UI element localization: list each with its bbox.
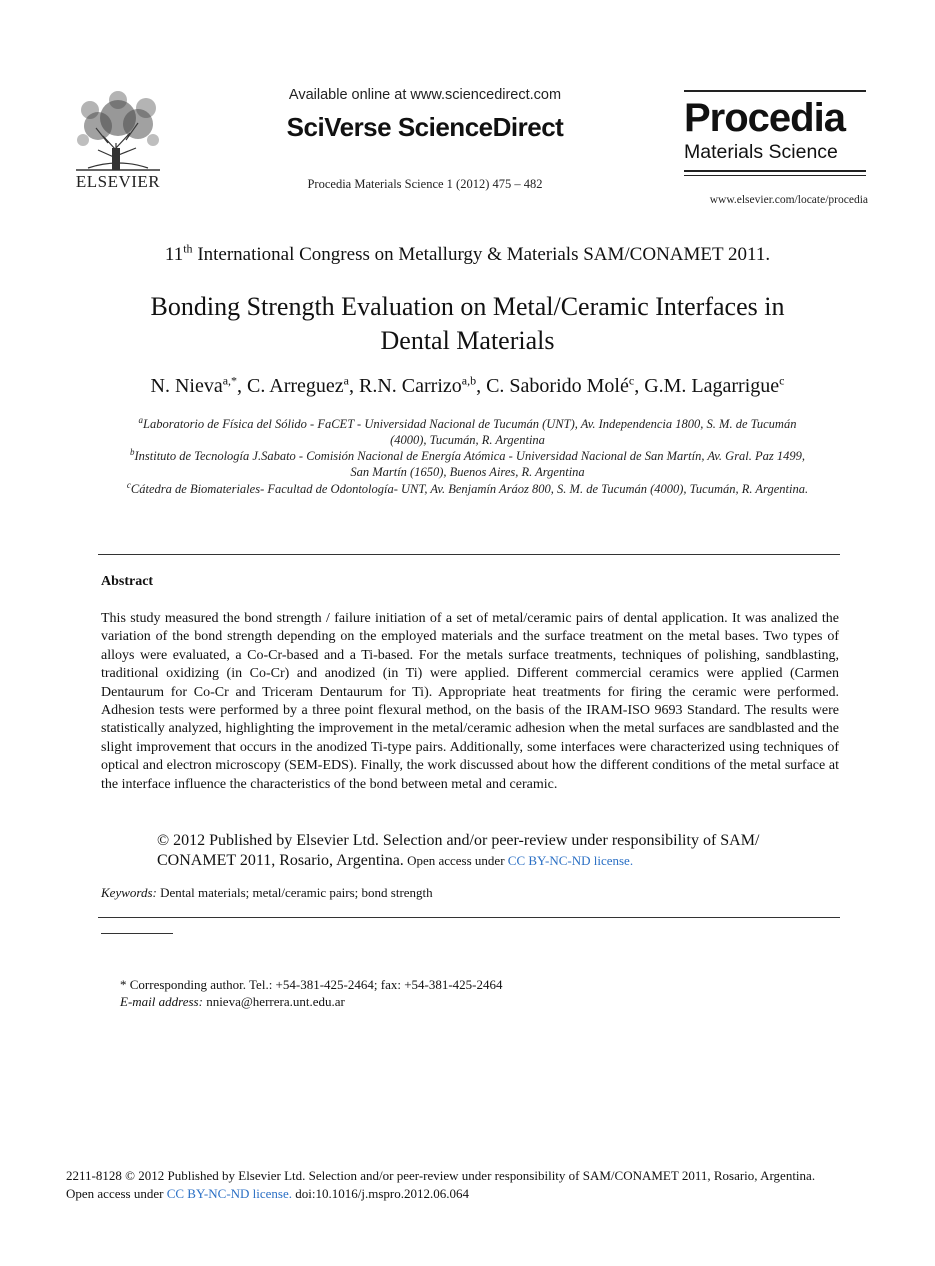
abstract-heading: Abstract [101, 574, 154, 589]
footer-license-link[interactable]: CC BY-NC-ND license. [166, 1185, 293, 1201]
platform-logo: SciVerse ScienceDirect [286, 112, 564, 142]
journal-logo [684, 90, 866, 176]
affiliation-c: $^c$Cátedra de Biomateriales- Facultad de Odontología- UNT, Av. Benjamín Aráoz 800, S. M. de Tucumán (4000), Tucumán, R. Argentina. [126, 479, 809, 496]
affiliation-b: $^b$Instituto de Tecnología J.Sabato - Comisión Nacional de Energía Atómica - Universidad Nacional de San Martín, Av. Gral. Paz 1499, San Martín (1650), Buenos Aires, R. Argentina [129, 446, 806, 479]
footnote-rule [101, 933, 173, 934]
section-divider [98, 917, 840, 918]
open-access-text: Open access under [403, 853, 508, 868]
available-online[interactable]: Available online at www.sciencedirect.com [288, 87, 562, 103]
congress-name: International Congress on Metallurgy & Materials SAM/CONAMET 2011. [192, 244, 771, 265]
author: R.N. Carrizo$^{a,b}$, [359, 373, 487, 397]
keywords [101, 885, 433, 901]
journal-citation: Procedia Materials Science 1 (2012) 475 – 482 [307, 177, 543, 191]
title-line: Dental Materials [380, 326, 555, 355]
congress-line [60, 241, 875, 266]
author-list [60, 375, 875, 398]
congress-ordinal-sup: th [183, 241, 193, 256]
footer-open-access: Open access under [66, 1185, 167, 1201]
title-line: Bonding Strength Evaluation on Metal/Ceramic Interfaces in [150, 292, 785, 321]
author: C. Saborido Molé$^c$, [486, 373, 645, 397]
section-divider [98, 554, 840, 555]
keywords-text: Dental materials; metal/ceramic pairs; bond strength [156, 885, 433, 900]
journal-subtitle: Materials Science [684, 141, 838, 163]
copyright-notice [157, 831, 837, 871]
copyright-text: © 2012 Published by Elsevier Ltd. Selection and/or peer-review under responsibility of SAM/ CONAMET 2011, Rosario, Argentina. [157, 832, 760, 869]
author: N. Nieva$^{a,*}$, [150, 373, 248, 397]
email-label: E-mail address: [120, 994, 203, 1009]
journal-url[interactable]: www.elsevier.com/locate/procedia [709, 194, 868, 206]
author: G.M. Lagarrigue$^c$ [644, 373, 785, 397]
corresponding-author: * Corresponding author. Tel.: +54-381-425-2464; fax: +54-381-425-2464 [120, 977, 503, 992]
journal-title: Procedia [684, 96, 845, 140]
email-address[interactable]: nnieva@herrera.unt.edu.ar [202, 994, 345, 1009]
abstract-body: This study measured the bond strength / failure initiation of a set of metal/ceramic pairs of dental application. It was analized the variation of the bond strength depending on the employed materials and the surface treatment on the metal bases. Two types of alloys were evaluated, a Co-Cr-based and a Ti-based. For the metals surface treatments, techniques of polishing, sandblasting, traditional oxidizing (in Co-Cr) and anodized (in Ti) were applied. Different commercial ceramics were applied (Carmen Dentaurum for Co-Cr and Triceram Dentaurum for Ti). Appropriate heat treatments for firing the ceramic were performed. Adhesion tests were performed by a three point flexural method, on the basis of the IRAM-ISO 9693 Standard. The results were statistically analyzed, highlighting the improvement in the metal/ceramic adhesion when the metal surfaces are sandblasted and the slight improvement that occurs in the anodized Ti-type pairs. Additionally, some interfaces were characterized using techniques of optical and electron microscopy (SEM-EDS). Finally, the work discussed about how the different conditions of the metal surface at the interface influence the characteristics of the bond between metal and ceramic. [101, 611, 839, 792]
author: C. Arreguez$^a$, [247, 373, 359, 397]
congress-ordinal: 11 [164, 244, 184, 265]
footer-copyright: 2211-8128 © 2012 Published by Elsevier Ltd. Selection and/or peer-review under responsibility of SAM/CONAMET 2011, Rosario, Argentina. [66, 1168, 816, 1183]
footnote [120, 976, 503, 1010]
logo-rule [684, 175, 866, 176]
logo-rule [684, 90, 866, 92]
logo-rule [684, 170, 866, 172]
article-title [80, 290, 855, 358]
page-footer [66, 1167, 866, 1202]
affiliation-a: $^a$Laboratorio de Física del Sólido - FaCET - Universidad Nacional de Tucumán (UNT), Av. Independencia 1800, S. M. de Tucumán (4000), Tucumán, R. Argentina [138, 414, 797, 447]
publisher-name: ELSEVIER [75, 172, 161, 191]
keywords-label: Keywords: [101, 885, 157, 900]
license-link[interactable]: CC BY-NC-ND license. [507, 853, 634, 868]
footer-doi[interactable]: doi:10.1016/j.mspro.2012.06.064 [292, 1185, 469, 1201]
